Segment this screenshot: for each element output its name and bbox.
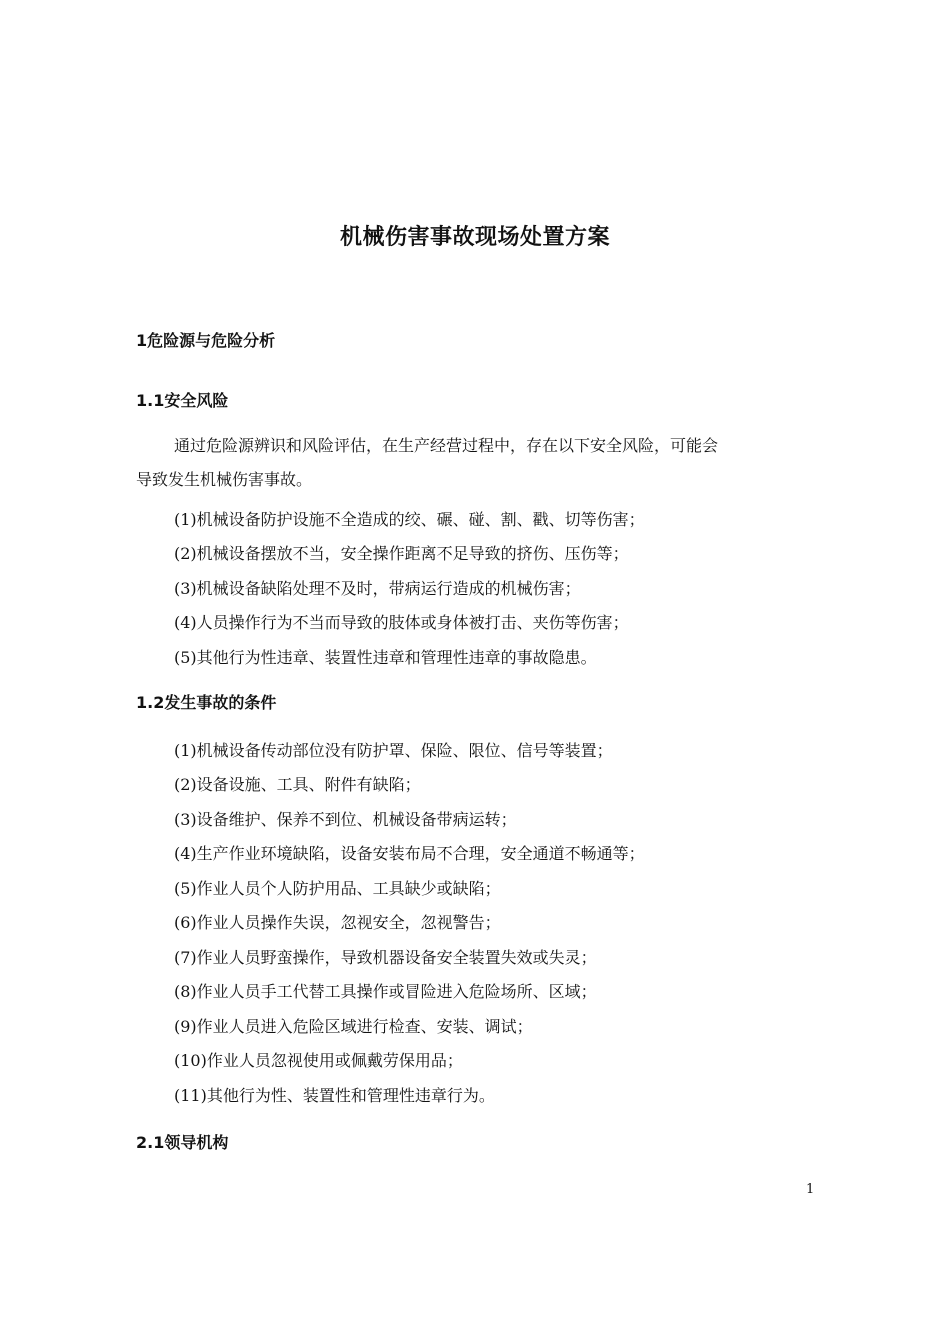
section-heading-1-1: 1.1安全风险 bbox=[136, 391, 229, 410]
risk-item: (3)机械设备缺陷处理不及时，带病运行造成的机械伤害； bbox=[174, 579, 581, 598]
condition-item: (8)作业人员手工代替工具操作或冒险进入危险场所、区域； bbox=[174, 982, 597, 1001]
condition-item: (3)设备维护、保养不到位、机械设备带病运转； bbox=[174, 810, 517, 829]
page-number: 1 bbox=[806, 1182, 815, 1197]
condition-item: (9)作业人员进入危险区域进行检查、安装、调试； bbox=[174, 1017, 533, 1036]
risk-item: (2)机械设备摆放不当，安全操作距离不足导致的挤伤、压伤等； bbox=[174, 544, 629, 563]
section-heading-2-1: 2.1领导机构 bbox=[136, 1133, 229, 1152]
condition-item: (11)其他行为性、装置性和管理性违章行为。 bbox=[174, 1086, 495, 1105]
risk-item: (4)人员操作行为不当而导致的肢体或身体被打击、夹伤等伤害； bbox=[174, 613, 629, 632]
section-heading-1-2: 1.2发生事故的条件 bbox=[136, 693, 277, 712]
condition-item: (2)设备设施、工具、附件有缺陷； bbox=[174, 775, 421, 794]
risk-item: (1)机械设备防护设施不全造成的绞、碾、碰、割、戳、切等伤害； bbox=[174, 510, 645, 529]
intro-paragraph-line-2: 导致发生机械伤害事故。 bbox=[136, 470, 313, 489]
document-title: 机械伤害事故现场处置方案 bbox=[339, 225, 610, 250]
condition-item: (4)生产作业环境缺陷，设备安装布局不合理，安全通道不畅通等； bbox=[174, 844, 645, 863]
intro-paragraph-line-1: 通过危险源辨识和风险评估，在生产经营过程中，存在以下安全风险，可能会 bbox=[174, 436, 719, 455]
condition-item: (7)作业人员野蛮操作，导致机器设备安全装置失效或失灵； bbox=[174, 948, 597, 967]
condition-item: (5)作业人员个人防护用品、工具缺少或缺陷； bbox=[174, 879, 501, 898]
condition-item: (1)机械设备传动部位没有防护罩、保险、限位、信号等装置； bbox=[174, 741, 613, 760]
condition-item: (6)作业人员操作失误，忽视安全，忽视警告； bbox=[174, 913, 501, 932]
section-heading-1: 1危险源与危险分析 bbox=[136, 331, 276, 350]
condition-item: (10)作业人员忽视使用或佩戴劳保用品； bbox=[174, 1051, 463, 1070]
risk-item: (5)其他行为性违章、装置性违章和管理性违章的事故隐患。 bbox=[174, 648, 597, 667]
